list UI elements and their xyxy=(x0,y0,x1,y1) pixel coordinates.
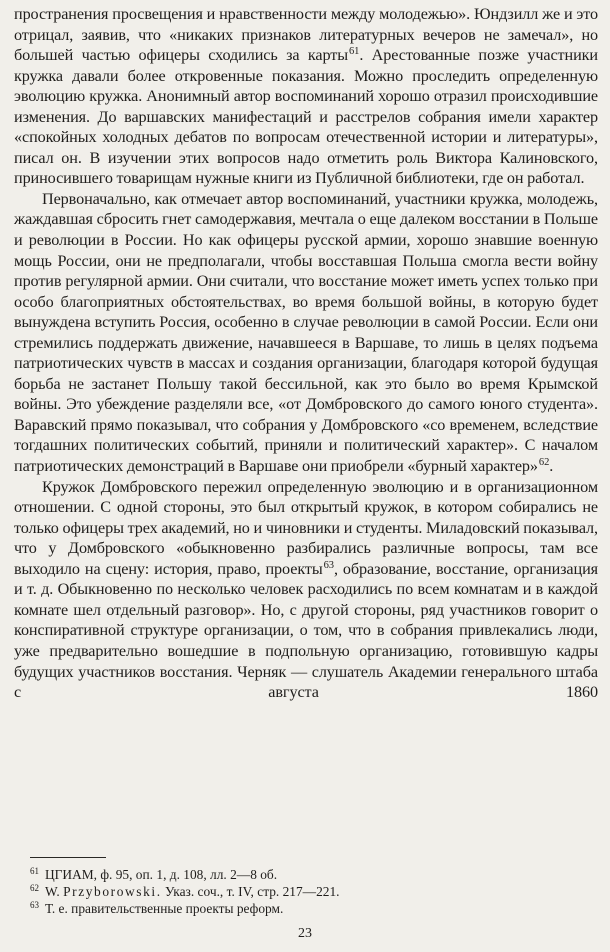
footnote-61 xyxy=(30,866,590,883)
paragraph-1 xyxy=(14,4,598,189)
paragraph-text: пространения просвещения и нравственности между молодежью». Юндзилл же и это отрицал, заявив, что «никаких признаков литературных вечеров не замечал», но большей частью офицеры сходились за карты xyxy=(14,5,598,65)
footnote-number: 63 xyxy=(30,900,39,910)
footnote-text: W. xyxy=(45,884,64,899)
footnote-separator xyxy=(30,857,106,858)
paragraph-3 xyxy=(14,477,598,703)
footnote-text: ЦГИАМ, ф. 95, оп. 1, д. 108, лл. 2—8 об. xyxy=(45,867,278,882)
footnote-text-tail: Указ. соч., т. IV, стр. 217—221. xyxy=(161,884,340,899)
footnotes xyxy=(30,866,590,917)
paragraph-2 xyxy=(14,189,598,477)
footnote-ref-62: 62 xyxy=(538,457,550,469)
paragraph-text: . Арестованные позже участники кружка давали более откровенные показания. Можно проследить определенную эволюцию кружка. Анонимный автор воспоминаний хорошо отразил происходившие изменения. До варшавских манифестаций и расстрелов собрания имели характер «спокойных холодных дебатов по вопросам отечественной истории и литературы», писал он. В изучении этих вопросов надо отметить роль Виктора Калиновского, приносившего товарищам нужные книги из Публичной библиотеки, где он работал. xyxy=(14,46,598,188)
footnote-number: 61 xyxy=(30,866,39,876)
paragraph-text: Кружок Домбровского пережил определенную эволюцию и в организационном отношении. С одной стороны, это был открытый кружок, в котором собирались не только офицеры трех академий, но и чиновники и студенты. Миладовский показывал, что у Домбровского «обыкновенно разбирались различные вопросы, там все выходило на сцену: история, право, проекты xyxy=(14,477,598,578)
footnote-ref-61: 61 xyxy=(349,46,360,58)
paragraph-text: . xyxy=(549,457,554,476)
footnote-ref-63: 63 xyxy=(323,559,334,571)
main-text xyxy=(14,4,598,703)
page-number: 23 xyxy=(298,926,312,941)
paragraph-text: Первоначально, как отмечает автор воспоминаний, участники кружка, молодежь, жаждавшая сбросить гнет самодержавия, мечтала о еще далеком восстании в Польше и революции в России. Но как офицеры русской армии, хорошо знавшие военную мощь России, они не предполагали, чтобы восставшая Польша смогла вести войну против регулярной армии. Они считали, что восстание может иметь успех только при особо благоприятных обстоятельствах, во время большой войны, в которую будет вынуждена вступить Россия, особенно в случае революции в самой России. Если они стремились поддержать движение, начавшееся в Варшаве, то лишь в целях подъема патриотических чувств в массах и создания организации, благодаря которой будущая борьба не застанет Польшу такой бессильной, как это было во время Крымской войны. Это убеждение разделяли все, «от Домбровского до самого юного студента». Варавский прямо показывал, что собрания у Домбровского «со временем, вследствие тогдашних политических событий, приняли и политический характер». С началом патриотических демонстраций в Варшаве они приобрели «бурный характер» xyxy=(14,189,598,476)
footnote-62 xyxy=(30,883,590,900)
paragraph-text: , образование, восстание, организация и т. д. Обыкновенно по несколько человек расходились по всем комнатам и в каждой комнате шел отдельный разговор». Но, с другой стороны, ряд участников говорит о конспиративной структуре организации, о том, что в собрания привлекались люди, уже предварительно вошедшие в подпольную организацию, готовившую кадры будущих участников восстания. Черняк — слушатель Академии генерального штаба с августа 1860 xyxy=(14,559,598,702)
footnote-author: Przyborowski. xyxy=(63,884,162,899)
footnote-number: 62 xyxy=(30,883,39,893)
footnote-text: Т. е. правительственные проекты реформ. xyxy=(45,901,284,916)
footnote-63 xyxy=(30,900,590,917)
